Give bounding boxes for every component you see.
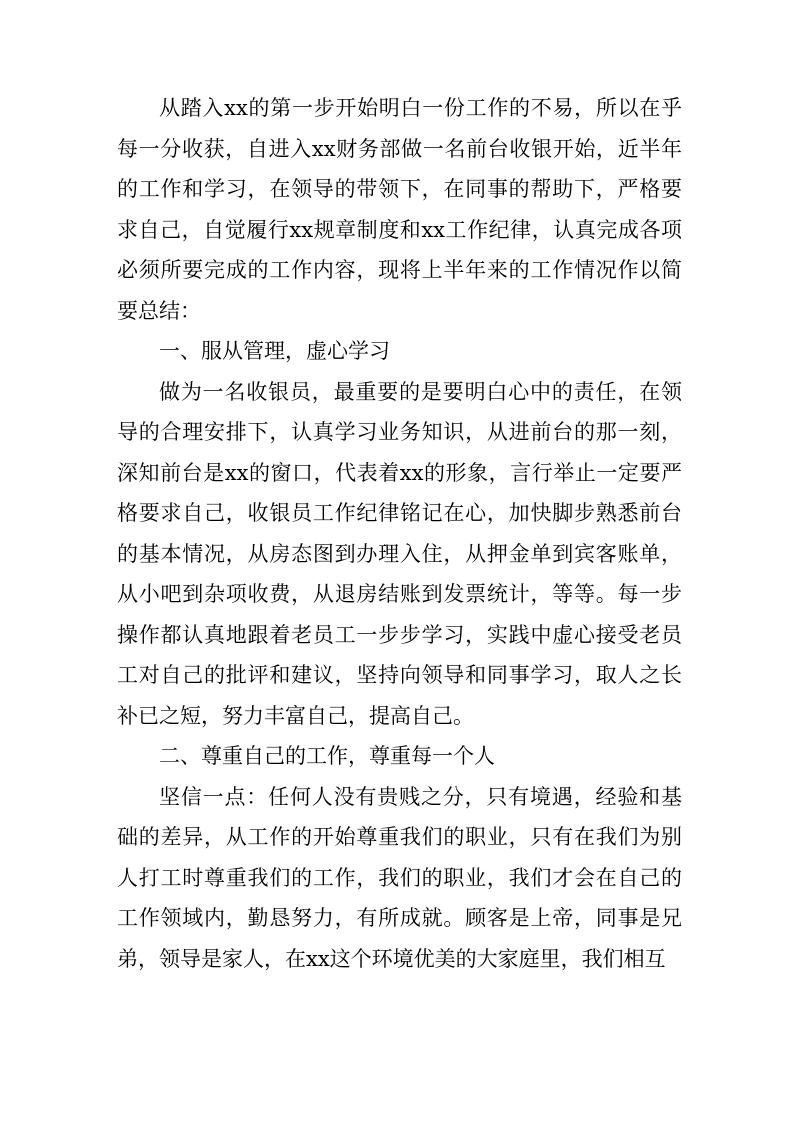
section-heading-1: 一、服从管理，虚心学习: [159, 339, 390, 363]
paragraph-intro: 从踏入xx的第一步开始明白一份工作的不易，所以在乎每一分收获，自进入xx财务部做一名前台收银开始，近半年的工作和学习，在领导的带领下，在同事的帮助下，严格要求自己，自觉履行xx规章制度和xx工作纪律，认真完成各项必须所要完成的工作内容，现将上半年来的工作情况作以简要总结：: [117, 96, 682, 323]
document-body: [117, 88, 682, 979]
paragraph-section-2: 坚信一点：任何人没有贵贱之分，只有境遇，经验和基础的差异，从工作的开始尊重我们的职业，只有在我们为别人打工时尊重我们的工作，我们的职业，我们才会在自己的工作领域内，勤恳努力，有所成就。顾客是上帝，同事是兄弟，领导是家人，在xx这个环境优美的大家庭里，我们相互: [117, 784, 682, 971]
paragraph-section-1: 做为一名收银员，最重要的是要明白心中的责任，在领导的合理安排下，认真学习业务知识，从进前台的那一刻，深知前台是xx的窗口，代表着xx的形象，言行举止一定要严格要求自己，收银员工作纪律铭记在心，加快脚步熟悉前台的基本情况，从房态图到办理入住，从押金单到宾客账单，从小吧到杂项收费，从退房结账到发票统计，等等。每一步操作都认真地跟着老员工一步步学习，实践中虚心接受老员工对自己的批评和建议，坚持向领导和同事学习，取人之长补已之短，努力丰富自己，提高自己。: [117, 379, 682, 728]
section-heading-2: 二、尊重自己的工作，尊重每一个人: [159, 744, 495, 768]
